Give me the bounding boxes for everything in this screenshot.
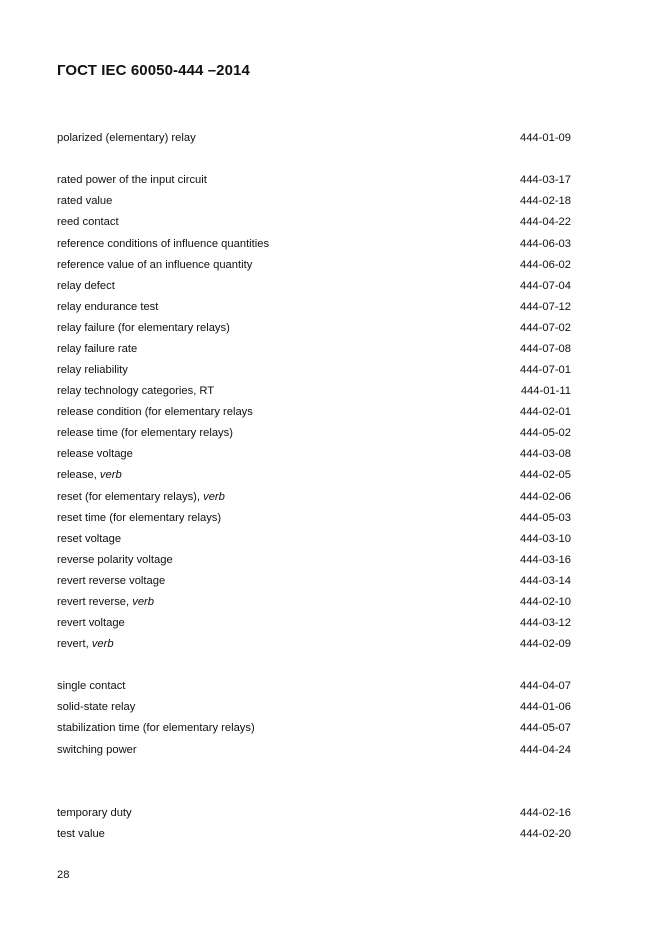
index-entry	[57, 742, 571, 758]
index-entry	[57, 257, 571, 273]
index-entry	[57, 172, 571, 188]
index-code: 444-03-10	[519, 533, 571, 545]
index-term: reverse polarity voltage	[57, 554, 173, 566]
index-entry	[57, 805, 571, 821]
index-term: relay endurance test	[57, 301, 159, 313]
index-code: 444-03-17	[519, 174, 571, 186]
index-term: rated power of the input circuit	[57, 174, 207, 186]
index-code: 444-02-10	[519, 596, 571, 608]
index-entry	[57, 130, 571, 146]
index-code: 444-05-03	[519, 512, 571, 524]
index-term: switching power	[57, 744, 137, 756]
index-code: 444-03-12	[519, 617, 571, 629]
page-number: 28	[57, 869, 70, 881]
index-entry	[57, 193, 571, 209]
index-entry	[57, 573, 571, 589]
index-term: stabilization time (for elementary relays)	[57, 722, 255, 734]
index-term: temporary duty	[57, 807, 132, 819]
index-term: relay failure rate	[57, 343, 138, 355]
index-entry	[57, 425, 571, 441]
index-entry	[57, 362, 571, 378]
index-code: 444-02-06	[519, 491, 571, 503]
index-term: rated value	[57, 195, 113, 207]
index-entry	[57, 720, 571, 736]
index-term: single contact	[57, 680, 126, 692]
index-entry	[57, 404, 571, 420]
index-term: reset time (for elementary relays)	[57, 512, 222, 524]
index-code: 444-03-08	[519, 448, 571, 460]
index-entry	[57, 383, 571, 399]
index-term: revert voltage	[57, 617, 125, 629]
index-code: 444-05-07	[519, 722, 571, 734]
index-entry	[57, 446, 571, 462]
index-entry	[57, 594, 571, 610]
index-term: reset voltage	[57, 533, 122, 545]
index-code: 444-06-03	[519, 238, 571, 250]
index-entry	[57, 699, 571, 715]
index-term: revert reverse, verb	[57, 596, 154, 608]
index-code: 444-06-02	[519, 259, 571, 271]
index-entry	[57, 552, 571, 568]
index-term: release voltage	[57, 448, 133, 460]
index-code: 444-07-08	[519, 343, 571, 355]
index-code: 444-01-06	[519, 701, 571, 713]
index-term: revert reverse voltage	[57, 575, 166, 587]
index-entry	[57, 467, 571, 483]
index-code: 444-03-16	[519, 554, 571, 566]
index-code: 444-04-07	[519, 680, 571, 692]
index-code: 444-07-04	[519, 280, 571, 292]
index-entry	[57, 531, 571, 547]
index-code: 444-03-14	[519, 575, 571, 587]
index-term: reset (for elementary relays), verb	[57, 491, 225, 503]
index-term: release time (for elementary relays)	[57, 427, 233, 439]
index-code: 444-02-01	[519, 406, 571, 418]
index-term: relay reliability	[57, 364, 128, 376]
index-entry	[57, 489, 571, 505]
index-entry	[57, 678, 571, 694]
index-code: 444-05-02	[519, 427, 571, 439]
index-entry	[57, 236, 571, 252]
index-code: 444-02-18	[519, 195, 571, 207]
index-term: relay failure (for elementary relays)	[57, 322, 230, 334]
index-entry	[57, 341, 571, 357]
index-entry	[57, 299, 571, 315]
index-code: 444-02-16	[519, 807, 571, 819]
index-code: 444-02-20	[519, 828, 571, 840]
index-term: reed contact	[57, 216, 119, 228]
index-term: reference value of an influence quantity	[57, 259, 253, 271]
index-entry	[57, 320, 571, 336]
document-title: ГОСТ IEC 60050-444 –2014	[57, 62, 250, 79]
index-entry	[57, 826, 571, 842]
index-term: relay defect	[57, 280, 115, 292]
index-entry	[57, 615, 571, 631]
index-term: release condition (for elementary relays	[57, 406, 253, 418]
index-term: reference conditions of influence quantities	[57, 238, 270, 250]
index-code: 444-01-11	[520, 385, 571, 397]
index-term: release, verb	[57, 469, 122, 481]
index-code: 444-04-22	[519, 216, 571, 228]
index-code: 444-01-09	[519, 132, 571, 144]
index-entry	[57, 636, 571, 652]
index-code: 444-04-24	[519, 744, 571, 756]
index-term: revert, verb	[57, 638, 114, 650]
index-term: test value	[57, 828, 105, 840]
index-term: solid-state relay	[57, 701, 136, 713]
index-entry	[57, 510, 571, 526]
index-entry	[57, 278, 571, 294]
index-code: 444-02-09	[519, 638, 571, 650]
index-entry	[57, 214, 571, 230]
index-code: 444-07-02	[519, 322, 571, 334]
index-term: relay technology categories, RT	[57, 385, 215, 397]
index-code: 444-07-01	[519, 364, 571, 376]
index-code: 444-07-12	[519, 301, 571, 313]
index-code: 444-02-05	[519, 469, 571, 481]
index-term: polarized (elementary) relay	[57, 132, 196, 144]
